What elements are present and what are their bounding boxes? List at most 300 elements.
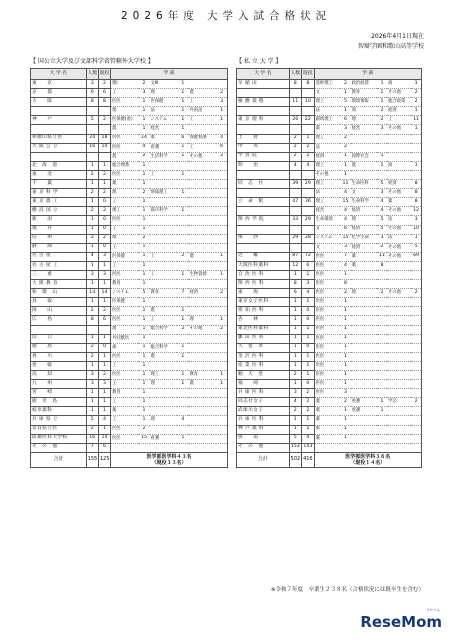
admit-count: 1 <box>86 225 98 234</box>
faculty-3-count: 2 <box>216 89 227 98</box>
admit-count: 2 <box>289 152 302 161</box>
university-name: 順 天 堂 <box>237 371 290 380</box>
university-name: 武庫川女子 <box>237 407 290 416</box>
faculty-3-count <box>216 161 227 170</box>
faculty-1-count: 15 <box>340 234 350 243</box>
current-count: 8 <box>98 98 110 107</box>
admit-count <box>86 125 98 134</box>
university-name: 金 沢 医 科 <box>237 352 290 361</box>
faculty-3-count: 69 <box>411 252 421 261</box>
faculty-2 <box>351 143 377 152</box>
faculty-2 <box>150 443 178 452</box>
faculty-3-count <box>411 316 421 325</box>
table-row <box>31 425 228 434</box>
university-name: 和 歌 山 <box>31 289 87 298</box>
current-count: 1 <box>302 270 315 279</box>
faculty-2-count: 6 <box>177 134 188 143</box>
admit-count: 4 <box>289 161 302 170</box>
faculty-3-count <box>216 298 227 307</box>
faculty-3-count: 1 <box>411 80 421 89</box>
faculty-1: 理 <box>111 189 139 198</box>
current-count: 2 <box>98 207 110 216</box>
table-row <box>31 352 228 361</box>
current-count: 22 <box>302 116 315 125</box>
faculty-1-count: 15 <box>138 434 149 443</box>
admit-count: 1 <box>86 198 98 207</box>
faculty-2: 商 <box>351 107 377 116</box>
faculty-2 <box>150 334 178 343</box>
admit-count: 3 <box>86 371 98 380</box>
faculty-1-count: 2 <box>340 134 350 143</box>
faculty-3 <box>387 416 411 425</box>
university-name: 名 古 屋 工 <box>31 261 87 270</box>
university-name: 同 志 社 <box>237 180 290 189</box>
faculty-3-count <box>411 380 421 389</box>
faculty-1: 工 <box>111 361 139 370</box>
header-name: 大 学 名 <box>237 69 290 80</box>
university-name: 三 重 <box>31 270 87 279</box>
faculty-2: 理 <box>351 216 377 225</box>
faculty-1-count: 1 <box>340 407 350 416</box>
table-row <box>31 316 228 325</box>
faculty-3: 保健看護 <box>188 134 216 143</box>
logo-kana: リセマム <box>426 608 440 612</box>
university-name: 杏 林 <box>237 316 290 325</box>
table-row <box>31 207 228 216</box>
faculty-2-count <box>177 216 188 225</box>
faculty-1-count: 1 <box>138 280 149 289</box>
table-row <box>31 98 228 107</box>
university-name: 関 西 医 科 <box>237 280 290 289</box>
faculty-1: 工 <box>111 89 139 98</box>
faculty-1-count: 1 <box>340 361 350 370</box>
table-row <box>31 116 228 125</box>
table-row <box>237 125 422 134</box>
table-row <box>31 143 228 152</box>
faculty-1: 文 <box>314 89 340 98</box>
faculty-1-count: 1 <box>340 371 350 380</box>
faculty-1-count: 1 <box>138 170 149 179</box>
faculty-3: 農 <box>188 380 216 389</box>
faculty-2 <box>150 407 178 416</box>
admit-count: 1 <box>289 352 302 361</box>
faculty-1-count: 1 <box>340 325 350 334</box>
faculty-3-count <box>411 361 421 370</box>
faculty-1-count: 1 <box>138 125 149 134</box>
university-name: 東 京 理 科 <box>237 116 290 125</box>
table-row <box>237 98 422 107</box>
faculty-1-count: 3 <box>138 89 149 98</box>
faculty-3-count: 8 <box>411 180 421 189</box>
faculty-1-count <box>138 443 149 452</box>
current-count: 0 <box>302 307 315 316</box>
current-count: 4 <box>98 416 110 425</box>
faculty-3-count <box>411 352 421 361</box>
faculty-1-count: 1 <box>138 180 149 189</box>
faculty-2 <box>150 180 178 189</box>
faculty-1: 薬 <box>314 407 340 416</box>
total-label: 合計 <box>237 452 290 467</box>
faculty-1: 理工 <box>314 161 340 170</box>
table-row <box>237 152 422 161</box>
faculty-2-count: 1 <box>177 207 188 216</box>
faculty-2-count <box>377 352 387 361</box>
faculty-1-count: 1 <box>138 116 149 125</box>
university-name: 北 海 道 <box>31 161 87 170</box>
faculty-3 <box>188 161 216 170</box>
faculty-2-count <box>377 334 387 343</box>
admit-count <box>86 107 98 116</box>
faculty-3 <box>188 425 216 434</box>
table-header <box>237 69 422 80</box>
faculty-1-count: 1 <box>340 152 350 161</box>
faculty-2: 看護 <box>150 143 178 152</box>
admit-count: 5 <box>289 434 302 443</box>
faculty-1: 医医 <box>111 425 139 434</box>
faculty-1: 工 <box>111 398 139 407</box>
faculty-3-count: 1 <box>216 371 227 380</box>
faculty-1-count: 1 <box>138 343 149 352</box>
faculty-3-count: 4 <box>216 134 227 143</box>
faculty-1-count: 1 <box>340 298 350 307</box>
table-row <box>31 107 228 116</box>
current-count: 1 <box>302 361 315 370</box>
faculty-2 <box>351 443 377 452</box>
table-row <box>237 416 422 425</box>
faculty-3 <box>188 243 216 252</box>
faculty-1: 医医 <box>111 352 139 361</box>
faculty-2: 化学生命 <box>351 234 377 243</box>
private-university-table <box>236 68 422 468</box>
faculty-1-count: 1 <box>340 343 350 352</box>
current-count: 1 <box>98 398 110 407</box>
table-row <box>237 252 422 261</box>
table-row <box>237 434 422 443</box>
faculty-1-count: 15 <box>340 198 350 207</box>
faculty-3 <box>387 361 411 370</box>
faculty-1: 工 <box>111 380 139 389</box>
faculty-1: 理 <box>111 234 139 243</box>
faculty-2 <box>351 298 377 307</box>
admit-count: 8 <box>86 98 98 107</box>
faculty-3 <box>387 298 411 307</box>
faculty-1-count: 1 <box>138 198 149 207</box>
faculty-3 <box>387 325 411 334</box>
faculty-2: 総合科学 <box>150 325 178 334</box>
admit-count: 2 <box>86 352 98 361</box>
admit-count <box>289 125 302 134</box>
faculty-3: 工 <box>188 116 216 125</box>
faculty-2-count: 2 <box>177 325 188 334</box>
university-name: 高 知 <box>31 371 87 380</box>
faculty-2 <box>150 161 178 170</box>
faculty-3-count <box>216 343 227 352</box>
faculty-1-count: 1 <box>138 407 149 416</box>
current-count: 0 <box>98 198 110 207</box>
admit-count: 4 <box>86 252 98 261</box>
faculty-2: 農 <box>351 161 377 170</box>
admit-count: 39 <box>289 180 302 189</box>
faculty-3-count <box>216 389 227 398</box>
faculty-3 <box>188 334 216 343</box>
faculty-1: 医医 <box>314 343 340 352</box>
faculty-1: 医保健 <box>111 298 139 307</box>
current-count: 28 <box>302 234 315 243</box>
faculty-2-count: 1 <box>177 125 188 134</box>
faculty-1-count: 1 <box>340 380 350 389</box>
faculty-3-count: 1 <box>216 116 227 125</box>
faculty-1: 医医 <box>314 325 340 334</box>
admit-count: 1 <box>289 334 302 343</box>
faculty-2: 理工 <box>150 371 178 380</box>
university-name: 香 川 <box>31 352 87 361</box>
total-count: 155 <box>86 452 98 467</box>
faculty-3 <box>188 407 216 416</box>
faculty-1-count: 2 <box>138 80 149 89</box>
university-name: 自 治 医 科 <box>237 270 290 279</box>
table-row <box>237 398 422 407</box>
current-count: 4 <box>302 289 315 298</box>
faculty-3 <box>387 280 411 289</box>
admit-count <box>289 189 302 198</box>
faculty-2: 経営 <box>351 125 377 134</box>
current-count: 0 <box>302 380 315 389</box>
faculty-3-count: 11 <box>411 116 421 125</box>
faculty-2-count: 1 <box>177 343 188 352</box>
table-row <box>237 189 422 198</box>
current-count: 3 <box>98 252 110 261</box>
current-count: 2 <box>302 389 315 398</box>
admit-count <box>289 207 302 216</box>
faculty-1-count: 11 <box>340 180 350 189</box>
university-name: 東 海 <box>237 289 290 298</box>
admit-count: 1 <box>86 243 98 252</box>
total-ronin: 416 <box>302 452 315 467</box>
faculty-2: 農 <box>150 307 178 316</box>
faculty-2-count: 1 <box>377 161 387 170</box>
current-count: 1 <box>302 371 315 380</box>
table-row <box>237 80 422 89</box>
faculty-2 <box>351 361 377 370</box>
faculty-3 <box>188 307 216 316</box>
table-row <box>31 243 228 252</box>
table-row <box>31 289 228 298</box>
current-count: 1 <box>98 352 110 361</box>
faculty-2: 看護 <box>351 398 377 407</box>
faculty-3 <box>387 389 411 398</box>
medical-summary-line2: （現役１４名） <box>350 459 386 466</box>
faculty-3 <box>387 343 411 352</box>
faculty-3: その他 <box>387 225 411 234</box>
faculty-3: 経済 <box>387 180 411 189</box>
faculty-3-count: 2 <box>216 325 227 334</box>
university-name: 愛 媛 <box>31 361 87 370</box>
table-row <box>237 298 422 307</box>
page-title: 2026年度 大学入試合格状況 <box>120 10 332 22</box>
faculty-1: 理工 <box>111 207 139 216</box>
faculty-2-count: 1 <box>377 98 387 107</box>
faculty-1: 理工 <box>314 198 340 207</box>
table-row <box>237 389 422 398</box>
faculty-2: 生命科学 <box>351 198 377 207</box>
faculty-1: 医医 <box>314 261 340 270</box>
faculty-3-count <box>216 425 227 434</box>
faculty-3 <box>387 334 411 343</box>
medical-summary-line1: 医学部医学科４３名 <box>146 453 192 460</box>
faculty-2: 工 <box>150 316 178 325</box>
faculty-2-count: 2 <box>377 116 387 125</box>
table-row <box>237 207 422 216</box>
university-name: 大 阪 教 育 <box>31 280 87 289</box>
current-count: 0 <box>98 343 110 352</box>
admit-count: 1 <box>86 161 98 170</box>
current-count <box>302 207 315 216</box>
table-row <box>237 371 422 380</box>
table-row <box>237 361 422 370</box>
faculty-1-count <box>340 443 350 452</box>
faculty-1: 医医 <box>314 289 340 298</box>
faculty-3: 教育 <box>188 371 216 380</box>
faculty-1-count: 1 <box>138 261 149 270</box>
faculty-2: 生活科学 <box>150 152 178 161</box>
faculty-3 <box>188 125 216 134</box>
faculty-3: その他 <box>387 252 411 261</box>
current-count: 14 <box>98 434 110 443</box>
table-row <box>237 380 422 389</box>
university-name: 東 京 農 工 <box>31 198 87 207</box>
faculty-3-count <box>216 189 227 198</box>
faculty-1 <box>314 443 340 452</box>
faculty-1: 工 <box>111 198 139 207</box>
current-count: 0 <box>302 316 315 325</box>
faculty-2-count: 1 <box>377 80 387 89</box>
faculty-1: 医医 <box>314 380 340 389</box>
faculty-2-count <box>177 225 188 234</box>
faculty-2-count: 1 <box>177 307 188 316</box>
faculty-3-count <box>411 407 421 416</box>
faculty-2-count <box>177 261 188 270</box>
faculty-2 <box>351 170 377 179</box>
table-row <box>31 89 228 98</box>
faculty-3: その他 <box>387 207 411 216</box>
faculty-3: 理 <box>188 316 216 325</box>
admit-count: 1 <box>86 361 98 370</box>
current-count: 2 <box>302 407 315 416</box>
admit-count: 5 <box>86 116 98 125</box>
admit-count <box>289 225 302 234</box>
table-row <box>237 407 422 416</box>
faculty-1: 薬 <box>314 434 340 443</box>
faculty-1-count: 1 <box>340 89 350 98</box>
faculty-3-count <box>216 352 227 361</box>
faculty-2: 工 <box>150 170 178 179</box>
faculty-3 <box>188 352 216 361</box>
university-name: 広 島 <box>31 316 87 325</box>
faculty-3 <box>188 361 216 370</box>
faculty-2-count <box>177 198 188 207</box>
faculty-3-count <box>411 425 421 434</box>
university-name: 兵 庫 医 科 <box>237 389 290 398</box>
faculty-2-count <box>377 270 387 279</box>
current-count: 1 <box>98 298 110 307</box>
faculty-3-count <box>216 198 227 207</box>
faculty-3: 薬 <box>387 198 411 207</box>
university-name: 愛 知 医 科 <box>237 307 290 316</box>
faculty-1-count: 4 <box>340 207 350 216</box>
faculty-1-count: 1 <box>340 434 350 443</box>
faculty-3: 法 <box>387 216 411 225</box>
current-count: 1 <box>302 134 315 143</box>
faculty-3 <box>387 352 411 361</box>
current-count <box>98 152 110 161</box>
current-count: 2 <box>302 152 315 161</box>
faculty-2-count: 7 <box>177 289 188 298</box>
faculty-3: 経済 <box>387 107 411 116</box>
faculty-1: 理工 <box>314 134 340 143</box>
faculty-1-count: 8 <box>340 280 350 289</box>
admit-count: 8 <box>289 80 302 89</box>
faculty-3: その他 <box>387 125 411 134</box>
faculty-2-count: 5 <box>377 180 387 189</box>
faculty-2: 薬 <box>351 252 377 261</box>
admit-count: 1 <box>289 343 302 352</box>
current-count: 1 <box>302 352 315 361</box>
faculty-1-count: 1 <box>340 425 350 434</box>
faculty-1-count: 7 <box>340 252 350 261</box>
current-count: 1 <box>98 334 110 343</box>
table-row <box>237 443 422 452</box>
university-name <box>237 125 290 134</box>
faculty-1: 工 <box>111 261 139 270</box>
table-row <box>237 216 422 225</box>
current-count: 1 <box>98 180 110 189</box>
faculty-2: 環境情報 <box>351 98 377 107</box>
faculty-1: 農 <box>111 125 139 134</box>
current-count: 1 <box>302 334 315 343</box>
faculty-2: 薬 <box>351 261 377 270</box>
admit-count: 1 <box>86 280 98 289</box>
admit-count: 2 <box>289 134 302 143</box>
faculty-1-count: 1 <box>138 225 149 234</box>
faculty-1-count: 1 <box>138 98 149 107</box>
faculty-2-count <box>177 280 188 289</box>
table-row <box>237 243 422 252</box>
admit-count <box>289 170 302 179</box>
faculty-2-count <box>177 361 188 370</box>
current-count <box>98 107 110 116</box>
admit-count: 1 <box>86 407 98 416</box>
faculty-2-count: 1 <box>377 407 387 416</box>
faculty-2-count: 8 <box>377 261 387 270</box>
faculty-3-count <box>216 234 227 243</box>
university-name: 岐阜薬科 <box>31 407 87 416</box>
current-count: 1 <box>302 298 315 307</box>
faculty-3: 経済 <box>188 289 216 298</box>
university-name: 岡 山 <box>31 307 87 316</box>
table-row <box>237 234 422 243</box>
admit-count: 1 <box>289 425 302 434</box>
current-count: 14 <box>98 143 110 152</box>
faculty-1-count: 1 <box>340 170 350 179</box>
faculty-2 <box>351 389 377 398</box>
faculty-2-count: 1 <box>377 398 387 407</box>
faculty-3-count: 1 <box>411 234 421 243</box>
faculty-2: 理 <box>351 289 377 298</box>
faculty-2 <box>351 343 377 352</box>
faculty-3-count <box>216 261 227 270</box>
admit-count <box>289 243 302 252</box>
table-row <box>31 371 228 380</box>
